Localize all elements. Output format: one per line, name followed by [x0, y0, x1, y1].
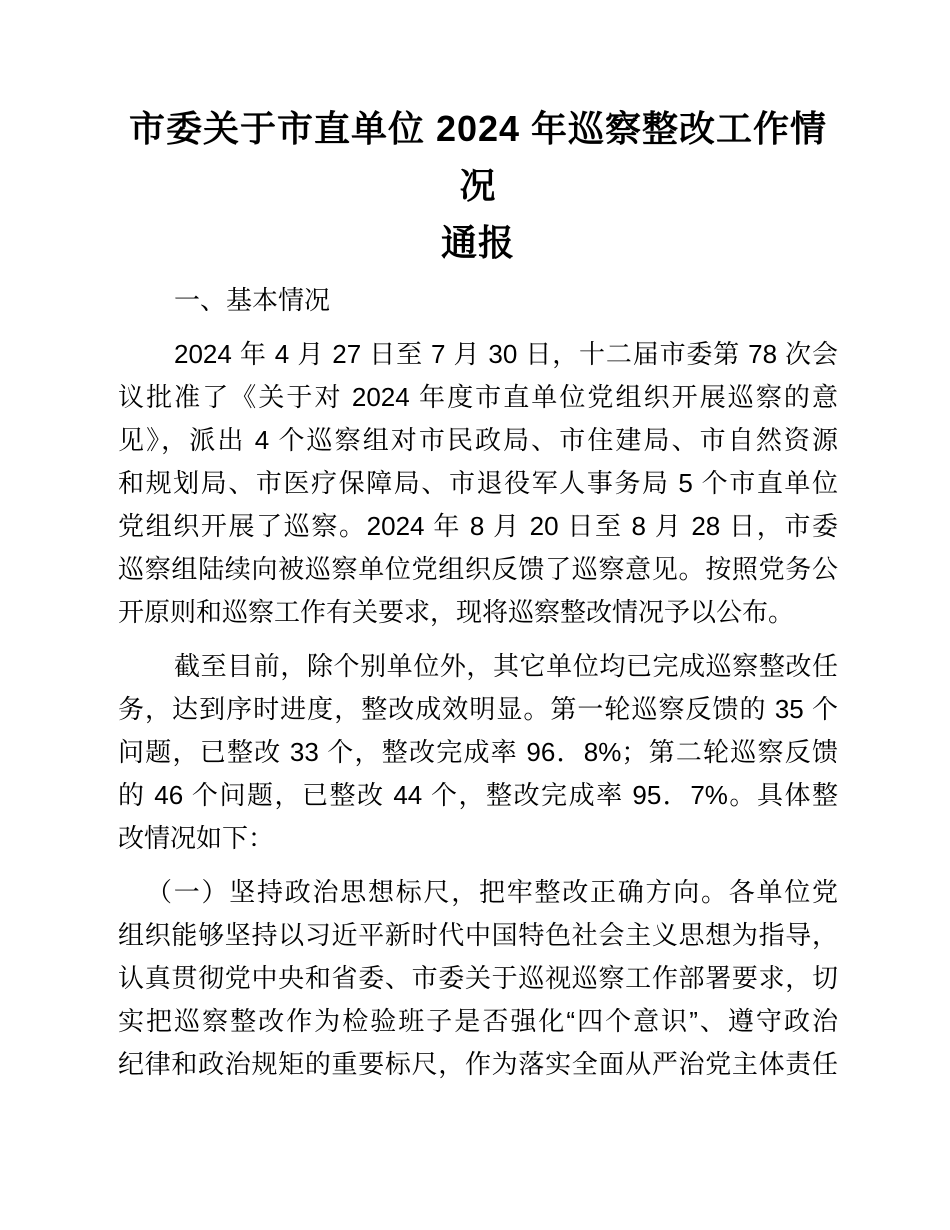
paragraph-line: （一）坚持政治思想标尺，把牢整改正确方向。各单位党: [146, 877, 838, 907]
paragraph-line: 的 46 个问题，已整改 44 个，整改完成率 95．7%。具体整: [118, 780, 838, 810]
paragraph-line: 实把巡察整改作为检验班子是否强化“四个意识”、遵守政治: [118, 1006, 838, 1036]
paragraph-line: 党组织开展了巡察。2024 年 8 月 20 日至 8 月 28 日，市委: [118, 511, 838, 541]
document-title-line-1: 市委关于市直单位 2024 年巡察整改工作情况: [128, 108, 828, 206]
paragraph-line: 务，达到序时进度，整改成效明显。第一轮巡察反馈的 35 个: [118, 694, 838, 724]
paragraph-line: 纪律和政治规矩的重要标尺，作为落实全面从严治党主体责任: [118, 1049, 838, 1079]
section-heading-basic-situation: 一、基本情况: [174, 285, 331, 315]
paragraph-line: 认真贯彻党中央和省委、市委关于巡视巡察工作部署要求，切: [118, 963, 838, 993]
paragraph-rectification-progress: [118, 645, 838, 860]
paragraph-line: 开原则和巡察工作有关要求，现将巡察整改情况予以公布。: [118, 597, 795, 627]
paragraph-line: 见》，派出 4 个巡察组对市民政局、市住建局、市自然资源: [118, 425, 838, 455]
paragraph-line: 2024 年 4 月 27 日至 7 月 30 日，十二届市委第 78 次会: [174, 339, 838, 369]
paragraph-political-standards: [118, 871, 838, 1086]
document-title: [118, 100, 838, 271]
paragraph-line: 截至目前，除个别单位外，其它单位均已完成巡察整改任: [174, 651, 838, 681]
paragraph-line: 问题，已整改 33 个，整改完成率 96．8%；第二轮巡察反馈: [118, 737, 838, 767]
document-title-line-2: 通报: [440, 222, 515, 263]
paragraph-line: 组织能够坚持以习近平新时代中国特色社会主义思想为指导，: [118, 920, 838, 950]
paragraph-inspection-overview: [118, 333, 838, 634]
paragraph-line: 和规划局、市医疗保障局、市退役军人事务局 5 个市直单位: [118, 468, 838, 498]
paragraph-line: 议批准了《关于对 2024 年度市直单位党组织开展巡察的意: [118, 382, 838, 412]
paragraph-line: 改情况如下：: [118, 823, 275, 853]
paragraph-line: 巡察组陆续向被巡察单位党组织反馈了巡察意见。按照党务公: [118, 554, 838, 584]
